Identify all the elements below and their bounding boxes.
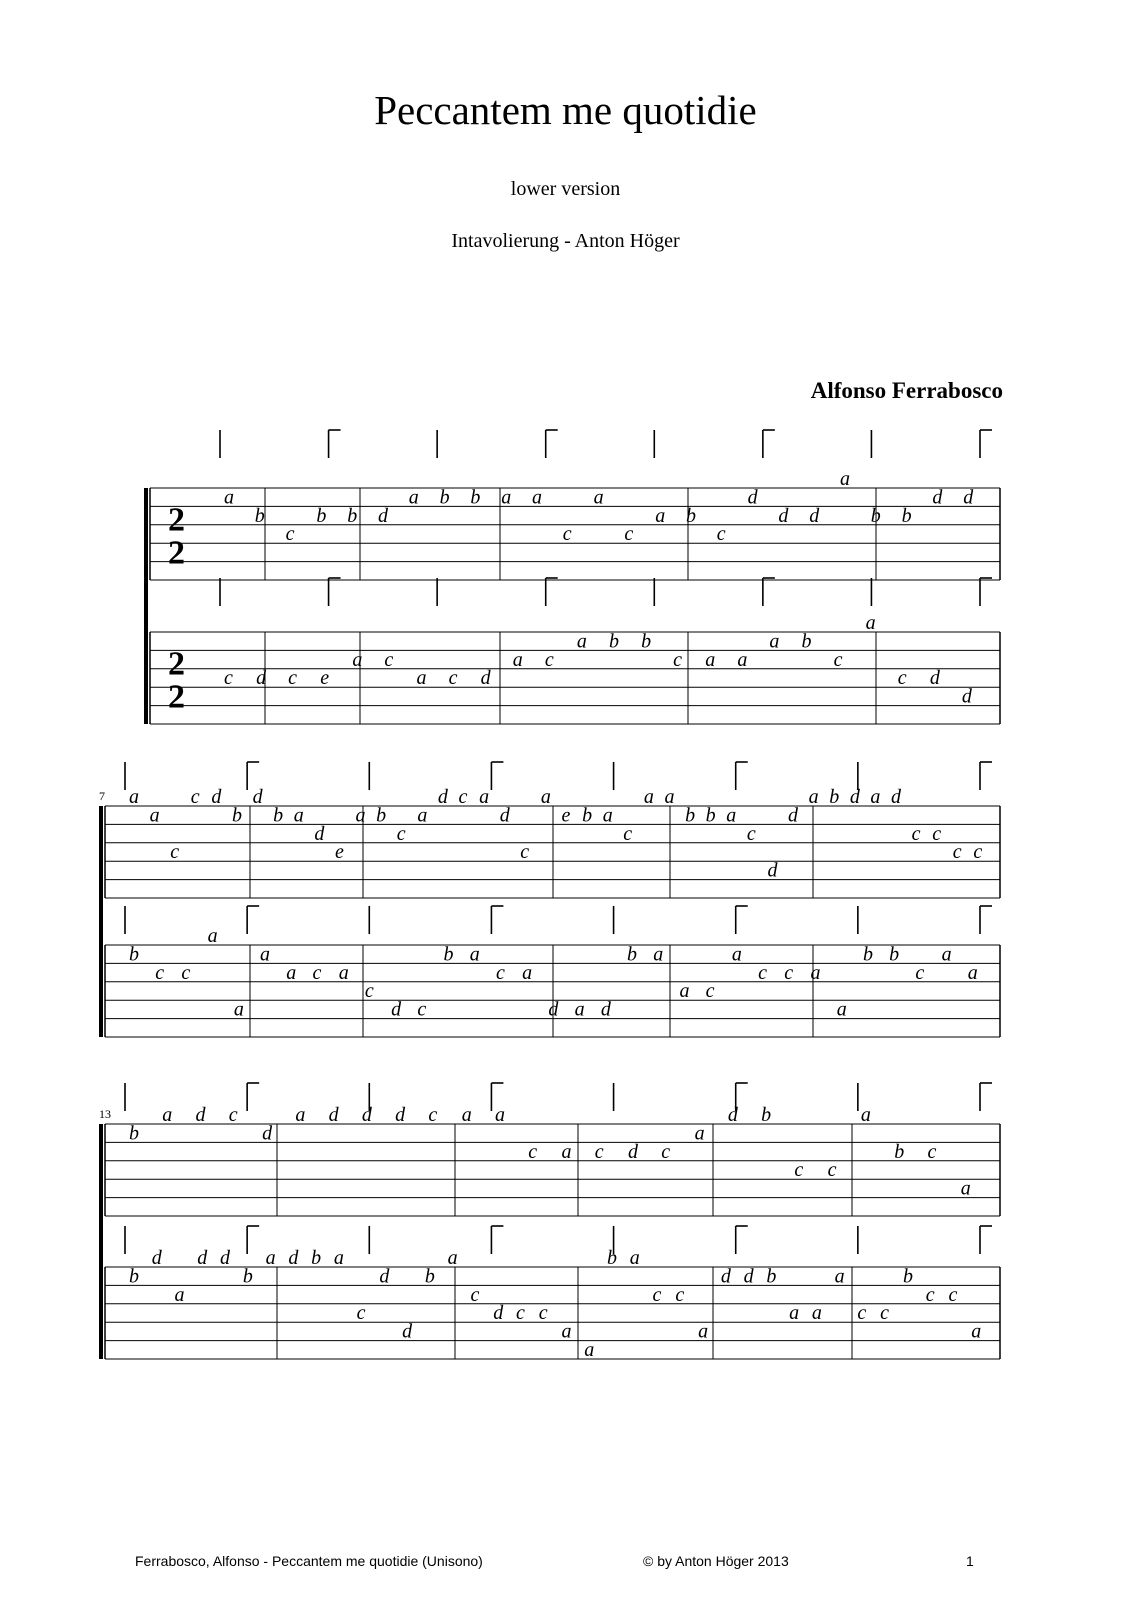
tab-letter: c: [594, 1140, 604, 1163]
tab-letter: a: [338, 961, 349, 984]
tab-letter: c: [675, 1283, 685, 1306]
tab-letter: a: [694, 1122, 705, 1145]
tab-letter: c: [927, 1140, 937, 1163]
tab-letter: d: [395, 1104, 406, 1126]
tab-letter: a: [593, 486, 604, 509]
tab-letter: a: [836, 998, 847, 1021]
tab-letter: a: [602, 804, 613, 827]
tab-letter: b: [242, 1265, 253, 1288]
tab-letter: b: [376, 804, 387, 827]
tab-letter: d: [437, 786, 448, 808]
tab-letter: c: [948, 1283, 958, 1306]
tab-letter: a: [679, 980, 690, 1003]
tab-letter: c: [915, 961, 925, 984]
tab-letter: b: [129, 943, 139, 966]
tab-letter: c: [458, 786, 468, 808]
tab-letter: a: [293, 804, 304, 827]
tab-letter: d: [379, 1265, 390, 1288]
tab-letter: c: [784, 961, 794, 984]
tab-letter: c: [155, 961, 165, 984]
tab-letter: d: [932, 486, 943, 509]
tab-letter: b: [231, 804, 242, 827]
bar-number: 7: [99, 789, 105, 803]
tab-letter: a: [416, 667, 427, 690]
tab-letter: a: [295, 1104, 306, 1126]
tab-letter: d: [262, 1122, 273, 1145]
tab-letter: a: [286, 961, 297, 984]
tab-letter: c: [224, 667, 233, 690]
tab-letter: d: [314, 822, 325, 845]
tab-letter: a: [408, 486, 419, 509]
tab-letter: d: [378, 504, 388, 527]
tab-letter: c: [562, 523, 572, 546]
tab-letter: c: [312, 961, 322, 984]
tab-letter: a: [808, 786, 819, 808]
tab-letter: d: [256, 667, 267, 690]
tab-letter: c: [288, 667, 298, 690]
tab-letter: a: [233, 998, 244, 1021]
tab-letter: d: [480, 667, 491, 690]
tab-letter: b: [311, 1247, 322, 1269]
tab-letter: c: [470, 1283, 480, 1306]
tab-letter: a: [737, 648, 748, 671]
tab-letter: a: [811, 1302, 822, 1325]
tab-letter: c: [623, 822, 633, 845]
tab-letter: a: [260, 943, 271, 966]
tab-letter: c: [673, 648, 683, 671]
page-title: Peccantem me quotidie: [374, 87, 757, 133]
tab-letter: c: [911, 822, 921, 845]
tab-letter: c: [758, 961, 767, 984]
tab-letter: d: [493, 1302, 504, 1325]
tab-letter: a: [540, 786, 551, 808]
tab-letter: b: [582, 804, 593, 827]
tab-letter: a: [726, 804, 737, 827]
tab-letter: c: [973, 841, 983, 864]
tab-letter: c: [515, 1302, 525, 1325]
tab-letter: d: [361, 1104, 372, 1126]
tab-letter: c: [544, 648, 554, 671]
tab-letter: d: [961, 685, 972, 708]
tab-letter: d: [747, 486, 758, 509]
tab-letter: c: [228, 1104, 238, 1126]
tab-letter: a: [860, 1104, 871, 1126]
tab-letter: a: [561, 1140, 572, 1163]
tab-letter: a: [129, 786, 139, 808]
tab-letter: a: [769, 630, 780, 653]
tab-letter: a: [532, 486, 542, 509]
tab-letter: a: [447, 1247, 458, 1269]
time-signature-denominator: 2: [168, 534, 185, 572]
footer-copyright: © by Anton Höger 2013: [643, 1553, 789, 1569]
tab-letter: a: [840, 468, 850, 490]
tab-letter: b: [641, 630, 652, 653]
tab-letter: c: [952, 841, 962, 864]
time-signature-numerator: 2: [168, 501, 185, 539]
tab-letter: a: [655, 504, 666, 527]
tab-letter: b: [129, 1265, 139, 1288]
tab-letter: a: [469, 943, 480, 966]
tab-letter: c: [170, 841, 180, 864]
tab-letter: c: [794, 1159, 804, 1182]
tab-letter: e: [561, 804, 571, 827]
tab-letter: e: [334, 841, 344, 864]
tab-letter: c: [652, 1283, 662, 1306]
tab-letter: c: [528, 1140, 538, 1163]
tab-letter: a: [941, 943, 952, 966]
tab-letter: a: [643, 786, 654, 808]
tab-letter: a: [960, 1177, 971, 1200]
tab-letter: b: [829, 786, 840, 808]
tab-letter: c: [827, 1159, 837, 1182]
tab-letter: a: [224, 486, 234, 509]
tab-letter: b: [705, 804, 716, 827]
footer-title: Ferrabosco, Alfonso - Peccantem me quotidie (Unisono): [135, 1553, 483, 1569]
tab-letter: b: [439, 486, 450, 509]
tab-letter: b: [316, 504, 327, 527]
tab-letter: a: [352, 648, 363, 671]
tab-letter: d: [195, 1104, 206, 1126]
tab-letter: a: [664, 786, 675, 808]
tab-letter: b: [470, 486, 481, 509]
tab-letter: a: [501, 486, 512, 509]
tab-letter: a: [698, 1320, 709, 1343]
tab-letter: d: [727, 1104, 738, 1126]
tab-letter: a: [870, 786, 881, 808]
tab-letter: a: [333, 1247, 344, 1269]
tab-letter: b: [129, 1122, 139, 1145]
tab-letter: b: [766, 1265, 777, 1288]
tab-letter: a: [162, 1104, 173, 1126]
tab-letter: b: [902, 1265, 913, 1288]
tab-letter: b: [443, 943, 454, 966]
tab-letter: b: [870, 504, 881, 527]
tab-letter: b: [761, 1104, 772, 1126]
tab-letter: d: [628, 1140, 639, 1163]
tab-letter: c: [925, 1283, 935, 1306]
tab-letter: c: [746, 822, 756, 845]
tab-letter: d: [600, 998, 611, 1021]
tab-letter: d: [220, 1247, 231, 1269]
tab-letter: d: [252, 786, 263, 808]
tab-letter: b: [894, 1140, 905, 1163]
tab-letter: d: [328, 1104, 339, 1126]
tab-letter: a: [731, 943, 742, 966]
tab-letter: a: [576, 630, 587, 653]
tab-letter: a: [629, 1247, 640, 1269]
tab-letter: c: [624, 523, 634, 546]
tab-letter: d: [849, 786, 860, 808]
tab-letter: a: [174, 1283, 185, 1306]
tab-letter: a: [417, 804, 428, 827]
tab-letter: d: [767, 859, 778, 882]
tab-letter: a: [967, 961, 978, 984]
tab-letter: b: [607, 1247, 618, 1269]
page-subtitle: lower version: [510, 178, 621, 200]
tab-letter: b: [801, 630, 812, 653]
tab-letter: c: [538, 1302, 548, 1325]
tab-letter: c: [396, 822, 406, 845]
tab-letter: d: [788, 804, 799, 827]
tab-letter: d: [809, 504, 820, 527]
tab-letter: a: [149, 804, 160, 827]
tab-letter: d: [402, 1320, 413, 1343]
tab-letter: b: [862, 943, 873, 966]
tab-letter: c: [897, 667, 907, 690]
footer-page-number: 1: [966, 1553, 974, 1569]
tab-letter: c: [364, 980, 374, 1003]
tab-letter: c: [495, 961, 505, 984]
tab-letter: c: [705, 980, 715, 1003]
tab-letter: b: [254, 504, 265, 527]
tab-letter: c: [428, 1104, 438, 1126]
composer-name: Alfonso Ferrabosco: [810, 378, 1003, 403]
tab-letter: a: [522, 961, 533, 984]
tab-letter: a: [834, 1265, 845, 1288]
tab-letter: b: [901, 504, 912, 527]
tab-letter: d: [211, 786, 222, 808]
tab-letter: a: [865, 612, 876, 634]
tab-letter: a: [355, 804, 366, 827]
tab-letter: c: [417, 998, 427, 1021]
tab-letter: a: [789, 1302, 800, 1325]
tab-letter: a: [584, 1339, 595, 1361]
tab-letter: a: [705, 648, 716, 671]
intabulation-credit: Intavolierung - Anton Höger: [451, 230, 680, 252]
tab-letter: d: [151, 1247, 162, 1269]
tab-letter: b: [273, 804, 284, 827]
tab-letter: a: [479, 786, 490, 808]
tab-letter: d: [963, 486, 974, 509]
tab-letter: c: [181, 961, 191, 984]
tab-letter: a: [265, 1247, 276, 1269]
tab-letter: d: [778, 504, 789, 527]
tab-letter: c: [520, 841, 530, 864]
tab-letter: c: [716, 523, 726, 546]
tab-letter: a: [561, 1320, 572, 1343]
tab-letter: b: [686, 504, 696, 527]
tab-letter: c: [880, 1302, 890, 1325]
tab-letter: a: [574, 998, 585, 1021]
tab-letter: c: [448, 667, 458, 690]
tab-letter: a: [512, 648, 523, 671]
tab-letter: a: [971, 1320, 982, 1343]
tab-letter: d: [288, 1247, 299, 1269]
tab-letter: a: [207, 925, 218, 947]
tab-letter: b: [685, 804, 696, 827]
tab-letter: c: [285, 523, 295, 546]
tab-letter: a: [810, 961, 821, 984]
tab-letter: b: [609, 630, 619, 653]
tab-letter: d: [929, 667, 940, 690]
bar-number: 13: [99, 1107, 111, 1121]
tab-letter: b: [627, 943, 638, 966]
tab-letter: d: [197, 1247, 208, 1269]
time-signature-numerator: 2: [168, 645, 185, 683]
tab-letter: c: [190, 786, 200, 808]
tab-letter: c: [661, 1140, 671, 1163]
tab-letter: a: [653, 943, 664, 966]
time-signature-denominator: 2: [168, 678, 185, 716]
tab-letter: c: [857, 1302, 867, 1325]
tab-letter: b: [347, 504, 358, 527]
tab-letter: e: [320, 667, 330, 690]
tab-letter: c: [384, 648, 394, 671]
tab-letter: c: [356, 1302, 366, 1325]
tab-letter: c: [833, 648, 843, 671]
tab-letter: b: [889, 943, 900, 966]
tab-letter: d: [391, 998, 402, 1021]
tab-letter: d: [548, 998, 559, 1021]
tab-letter: d: [743, 1265, 754, 1288]
tab-letter: d: [499, 804, 510, 827]
tab-letter: b: [424, 1265, 435, 1288]
tab-letter: d: [720, 1265, 731, 1288]
tab-letter: c: [932, 822, 942, 845]
tab-letter: a: [461, 1104, 472, 1126]
tab-letter: a: [494, 1104, 505, 1126]
tab-letter: d: [891, 786, 902, 808]
